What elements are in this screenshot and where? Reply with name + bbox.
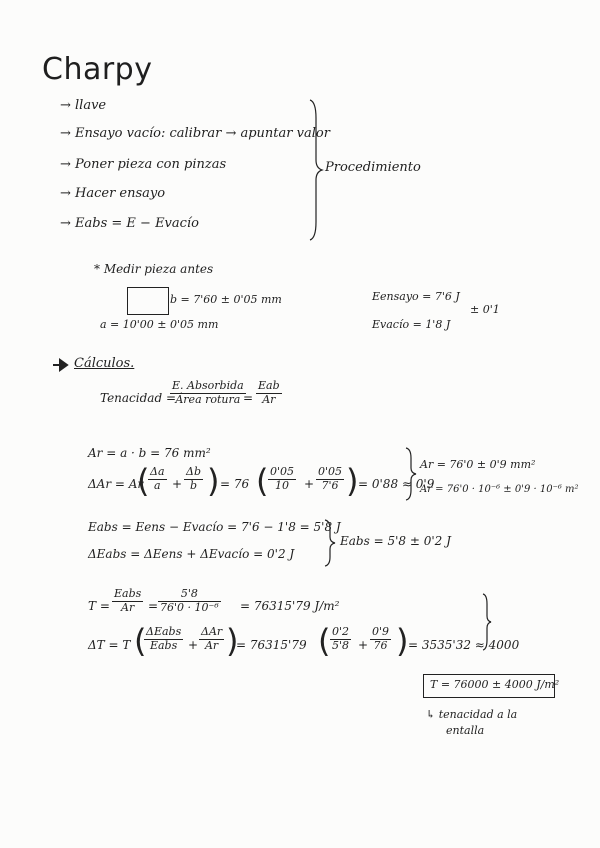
dt-mid: = 76315'79 (236, 638, 307, 652)
dimension-a: a = 10'00 ± 0'05 mm (100, 318, 219, 331)
dar-f3-den: 10 (275, 478, 290, 492)
tenacidad-num-2: Eab (258, 379, 280, 392)
paren-open-4: ( (318, 622, 331, 660)
paren-close-2: ) (346, 462, 359, 500)
dt-lhs: ΔT = T (88, 638, 131, 652)
dar-result: = 0'88 ≈ 0'9 (358, 477, 435, 491)
ar-side-1: Ar = 76'0 ± 0'9 mm² (420, 458, 536, 471)
dar-fraction-3 (268, 466, 296, 492)
dar-mid: = 76 (220, 477, 250, 491)
dt-fraction-2 (199, 626, 224, 652)
t-fraction-2 (158, 588, 221, 614)
step-4: → Hacer ensayo (60, 186, 166, 201)
dt-result: = 3535'32 ≈ 4000 (408, 638, 520, 652)
t-f1-den: Ar (121, 600, 135, 614)
dt-g2-den: Ar (204, 638, 219, 652)
tenacidad-lhs: Tenacidad = (100, 391, 177, 405)
eabs-side: Eabs = 5'8 ± 0'2 J (340, 534, 451, 548)
tenacidad-den-2: Ar (262, 392, 276, 406)
energy-vacio: Evacío = 1'8 J (372, 318, 451, 331)
ar-brace (403, 446, 419, 502)
paren-open-2: ( (256, 462, 269, 500)
dt-g1-num: ΔEabs (146, 625, 182, 638)
tenacidad-fraction-1 (170, 380, 246, 406)
t-f1-num: Eabs (114, 587, 142, 600)
t-f2-num: 5'8 (158, 588, 221, 602)
t-lhs: T = (88, 599, 110, 613)
t-brace (480, 592, 494, 652)
paren-close-4: ) (396, 622, 409, 660)
dar-f2-num: Δb (186, 465, 201, 478)
tenacidad-equals: = (243, 391, 254, 405)
t-equals: = (148, 599, 159, 613)
dar-f1-num: Δa (150, 465, 165, 478)
tenacidad-fraction-2 (256, 380, 282, 406)
eabs-brace (322, 518, 338, 568)
dar-fraction-4 (316, 466, 344, 492)
ar-equation: Ar = a · b = 76 mm² (88, 446, 211, 460)
final-result: T = 76000 ± 4000 J/m² (430, 678, 560, 691)
specimen-rectangle (127, 287, 169, 315)
dimension-b: b = 7'60 ± 0'05 mm (170, 293, 282, 306)
paren-open-3: ( (134, 622, 147, 660)
paren-close: ) (207, 462, 220, 500)
step-2: → Ensayo vacío: calibrar → apuntar valor (60, 126, 330, 141)
step-1: → llave (60, 98, 107, 113)
dar-f1-den: a (153, 478, 161, 492)
dar-lhs: ΔAr = Ar (88, 477, 144, 491)
t-fraction-1 (112, 588, 143, 614)
deabs-equation: ΔEabs = ΔEens + ΔEvacío = 0'2 J (88, 547, 295, 561)
step-5: → Eabs = E − Evacío (60, 216, 199, 231)
arrow-icon (52, 358, 72, 372)
step-3: → Poner pieza con pinzas (60, 157, 227, 172)
note-line-1: ↳ tenacidad a la (426, 708, 518, 721)
tenacidad-num-1: E. Absorbida (172, 379, 244, 392)
medir-note: * Medir pieza antes (94, 262, 214, 276)
paren-open: ( (137, 462, 150, 500)
dt-fraction-1 (144, 626, 183, 652)
dt-g2-num: ΔAr (201, 625, 223, 638)
energy-tolerance: ± 0'1 (470, 303, 500, 316)
procedimiento-label: Procedimiento (325, 160, 421, 175)
tenacidad-den-1: Área rotura (175, 392, 241, 406)
dt-g1-den: Eabs (149, 638, 178, 652)
t-result: = 76315'79 J/m² (240, 599, 340, 613)
dar-f4-num: 0'05 (318, 465, 343, 478)
dt-g4-num: 0'9 (372, 625, 390, 638)
page-title: Charpy (42, 52, 153, 87)
dt-g4-den: 76 (373, 638, 388, 652)
procedure-brace (306, 98, 326, 243)
dt-g3-num: 0'2 (332, 625, 350, 638)
dt-plus: + (188, 638, 199, 652)
eabs-equation: Eabs = Eens − Evacío = 7'6 − 1'8 = 5'8 J (88, 520, 341, 534)
dt-g3-den: 5'8 (332, 638, 350, 652)
t-f2-den: 76'0 · 10⁻⁶ (160, 600, 219, 614)
ar-side-2: Ar = 76'0 · 10⁻⁶ ± 0'9 · 10⁻⁶ m² (420, 484, 579, 495)
dar-f4-den: 7'6 (321, 478, 339, 492)
calculos-heading: Cálculos. (74, 356, 135, 371)
dar-fraction-1 (148, 466, 167, 492)
dt-fraction-4 (370, 626, 391, 652)
dar-plus: + (172, 477, 183, 491)
paren-close-3: ) (226, 622, 239, 660)
note-line-2: entalla (446, 724, 485, 737)
energy-ensayo: Eensayo = 7'6 J (372, 290, 460, 303)
dt-fraction-3 (330, 626, 351, 652)
dar-f2-den: b (189, 478, 198, 492)
dar-fraction-2 (184, 466, 203, 492)
dar-plus-2: + (304, 477, 315, 491)
dt-plus-2: + (358, 638, 369, 652)
dar-f3-num: 0'05 (270, 465, 295, 478)
